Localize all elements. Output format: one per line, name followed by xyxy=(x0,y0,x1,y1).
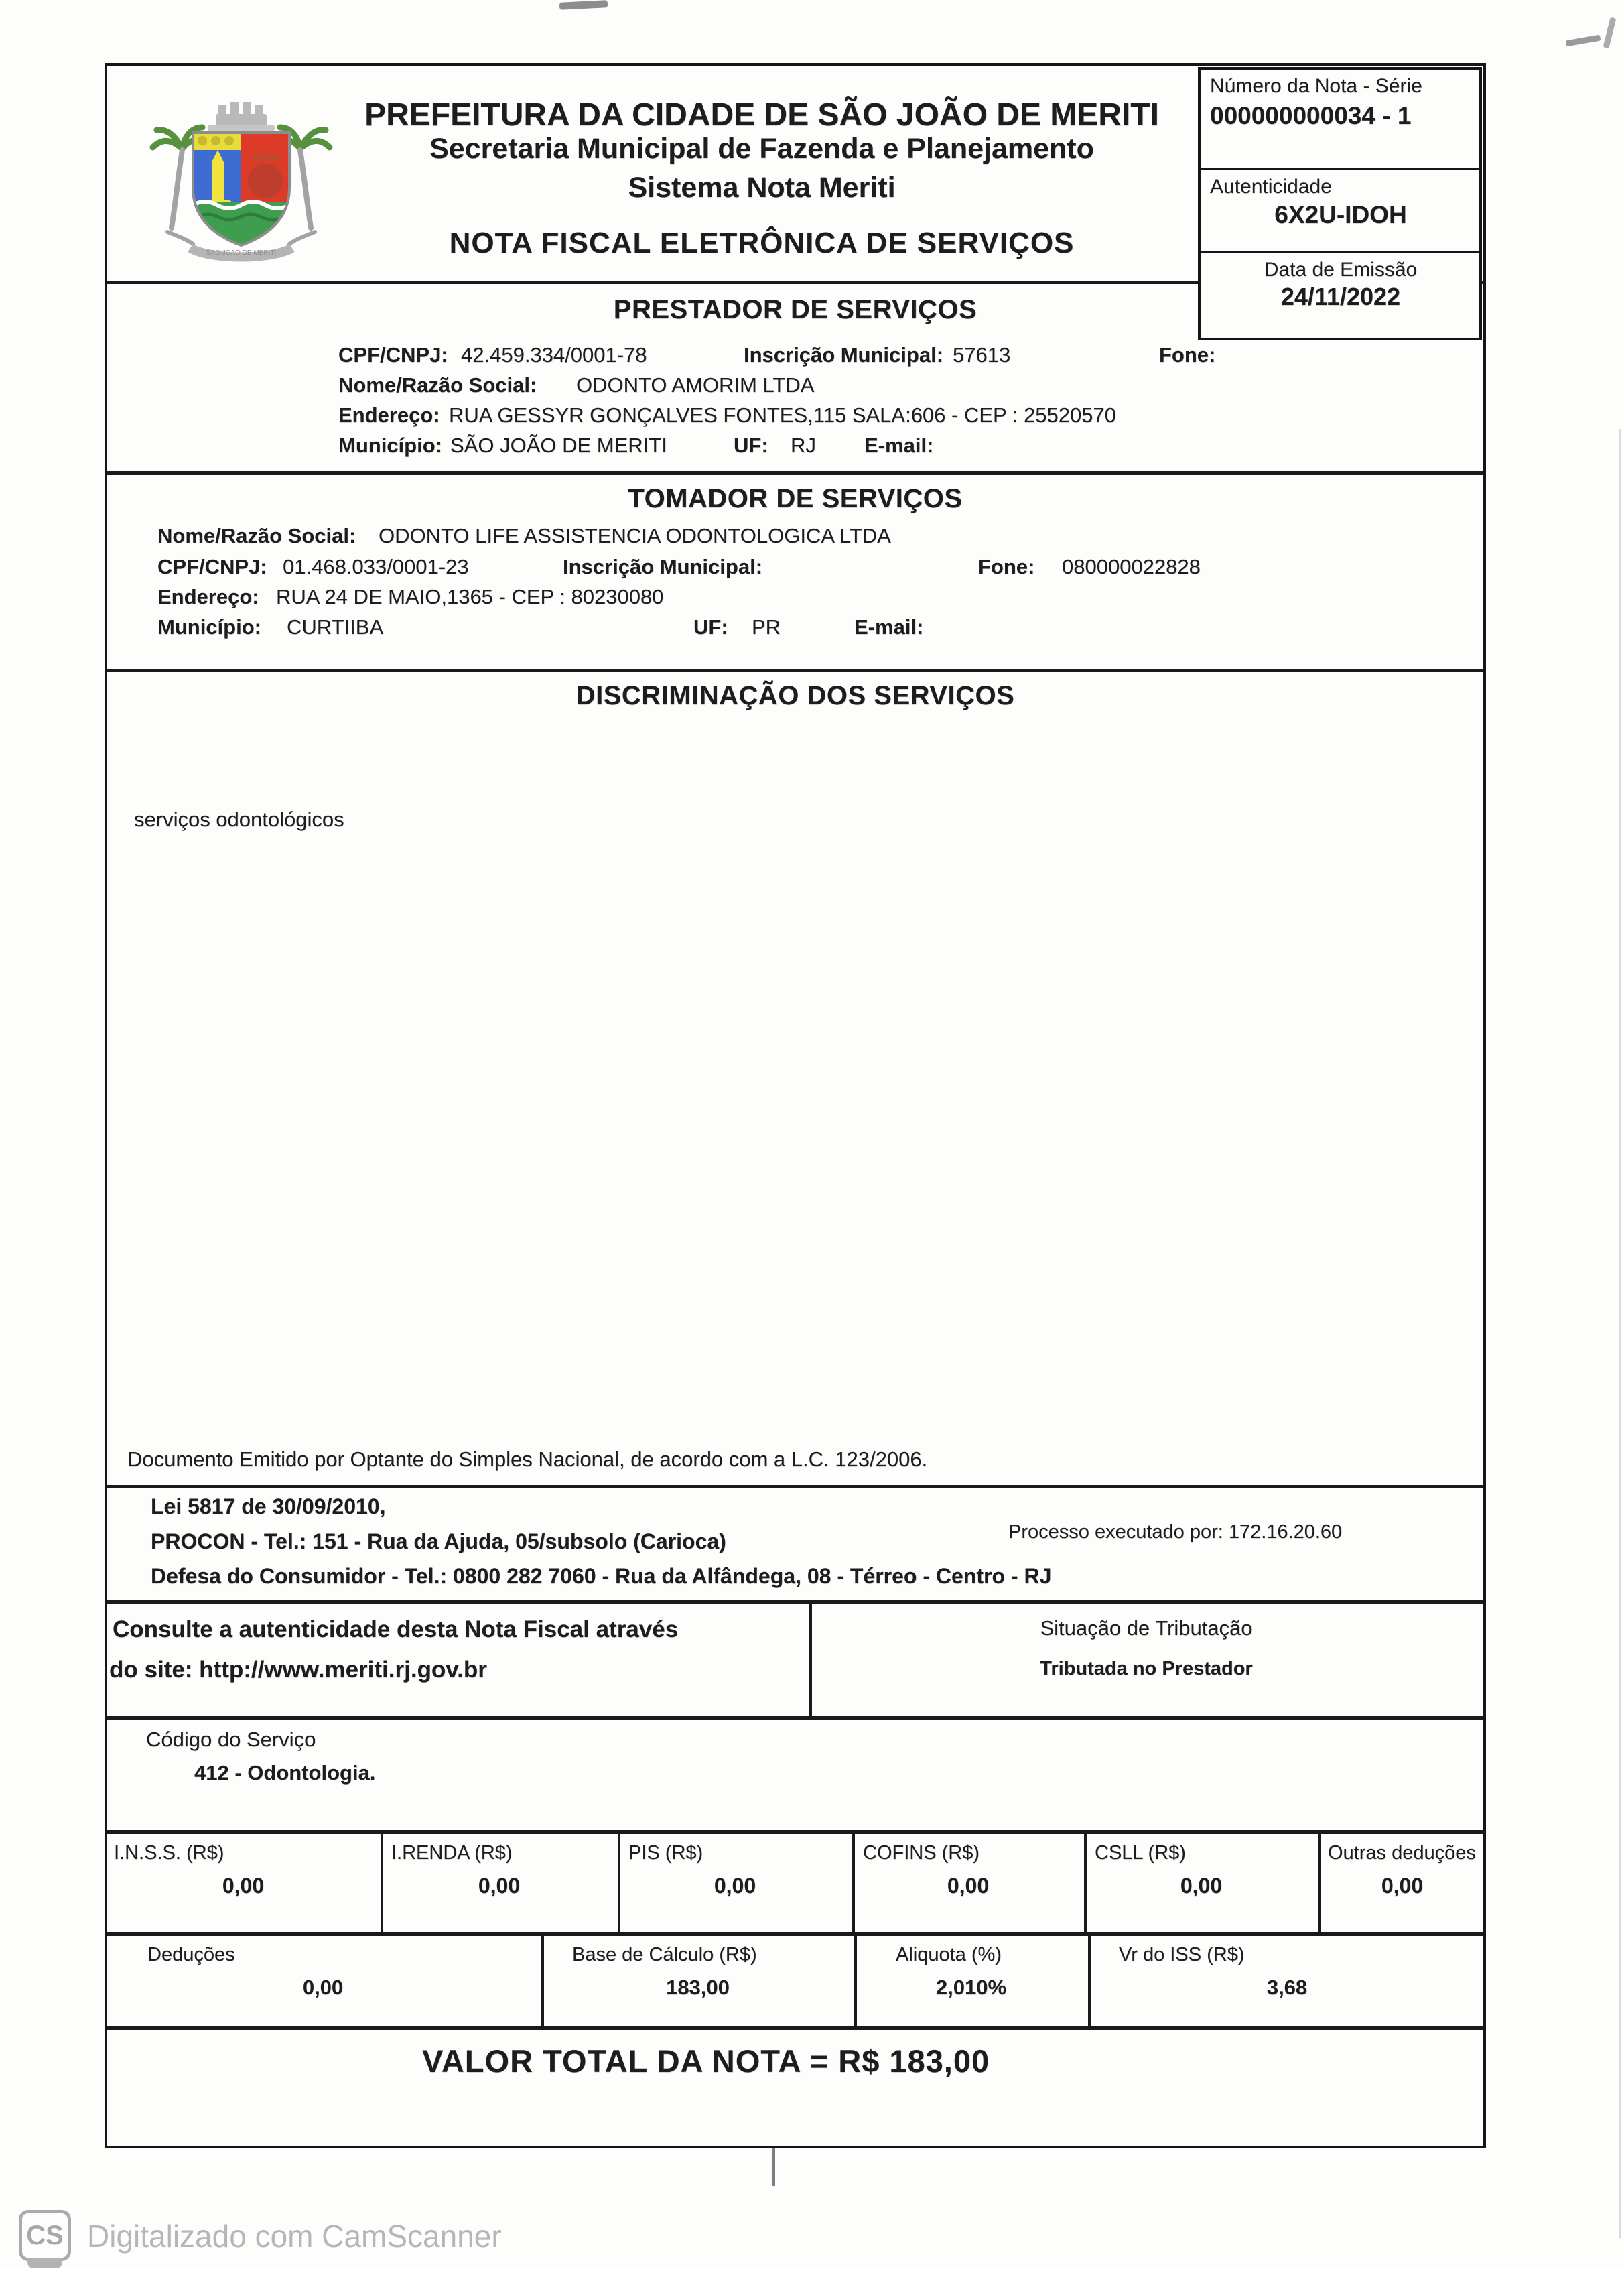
camscanner-logo-base xyxy=(27,2258,62,2268)
numero-cell xyxy=(1201,70,1479,170)
pis-value: 0,00 xyxy=(714,1874,756,1898)
discriminacao-title: DISCRIMINAÇÃO DOS SERVIÇOS xyxy=(576,681,1015,710)
servico-descricao: serviços odontológicos xyxy=(134,807,344,831)
codigo-servico-valor: 412 - Odontologia. xyxy=(194,1761,376,1785)
optante-simples-text: Documento Emitido por Optante do Simples Nacional, de acordo com a L.C. 123/2006. xyxy=(127,1447,928,1471)
deducoes-label: Deduções xyxy=(147,1944,235,1965)
tomador-divider xyxy=(107,669,1483,672)
prestador-endereco-row xyxy=(107,403,1483,434)
tomador-municipio-row xyxy=(107,615,1483,646)
outras-deducoes-cell xyxy=(1321,1834,1483,1898)
autenticidade-value: 6X2U-IDOH xyxy=(1274,201,1407,229)
tomador-fone-label: Fone: xyxy=(978,555,1035,578)
tomador-uf-value: PR xyxy=(752,615,781,639)
aliquota-label: Aliquota (%) xyxy=(896,1944,1002,1965)
autenticidade-line2: do site: http://www.meriti.rj.gov.br xyxy=(109,1657,487,1683)
tributacao-titulo: Situação de Tributação xyxy=(1040,1616,1253,1640)
crown-icon xyxy=(208,102,275,131)
sistema-subtitle: Sistema Nota Meriti xyxy=(628,172,896,204)
cofins-value: 0,00 xyxy=(947,1874,990,1898)
autenticidade-line1: Consulte a autenticidade desta Nota Fiscal através xyxy=(113,1616,679,1642)
irenda-value: 0,00 xyxy=(478,1874,521,1898)
camscanner-caption: Digitalizado com CamScanner xyxy=(87,2219,502,2254)
irenda-cell xyxy=(383,1834,615,1898)
city-coat-of-arms xyxy=(141,68,342,269)
base-calculo-value: 183,00 xyxy=(666,1975,730,1999)
prefeitura-title: PREFEITURA DA CIDADE DE SÃO JOÃO DE MERITI xyxy=(364,97,1159,133)
camscanner-logo-icon xyxy=(19,2210,71,2261)
outras-deducoes-label: Outras deduções xyxy=(1328,1842,1476,1864)
cofins-cell xyxy=(855,1834,1081,1898)
prestador-nome-row xyxy=(107,373,1483,404)
vr-iss-label: Vr do ISS (R$) xyxy=(1119,1944,1245,1965)
prestador-endereco-label: Endereço: xyxy=(338,403,440,427)
scan-artifact-topright2 xyxy=(1603,17,1617,49)
prestador-cpf-label: CPF/CNPJ: xyxy=(338,343,448,367)
irenda-label: I.RENDA (R$) xyxy=(391,1842,513,1864)
csll-value: 0,00 xyxy=(1180,1874,1223,1898)
secretaria-subtitle: Secretaria Municipal de Fazenda e Planejamento xyxy=(429,133,1094,165)
tributacao-valor: Tributada no Prestador xyxy=(1040,1658,1253,1679)
numero-value: 000000000034 - 1 xyxy=(1210,102,1412,129)
scan-paper-edge xyxy=(1619,429,1621,2238)
tomador-cpf-label: CPF/CNPJ: xyxy=(157,555,267,578)
autenticidade-label: Autenticidade xyxy=(1210,176,1332,198)
aliquota-cell xyxy=(857,1936,1085,2000)
tomador-endereco-label: Endereço: xyxy=(157,585,259,608)
inss-value: 0,00 xyxy=(222,1874,265,1898)
prestador-municipio-label: Município: xyxy=(338,434,442,457)
deducoes-value: 0,00 xyxy=(302,1975,344,1999)
autenticidade-cell xyxy=(1201,170,1479,253)
vr-iss-value: 3,68 xyxy=(1266,1975,1308,1999)
base-calculo-cell xyxy=(544,1936,852,2000)
optante-divider xyxy=(107,1485,1483,1488)
tomador-cpf-row xyxy=(107,555,1483,586)
outras-deducoes-value: 0,00 xyxy=(1381,1874,1424,1898)
defesa-consumidor-text: Defesa do Consumidor - Tel.: 0800 282 7060 - Rua da Alfândega, 08 - Térreo - Centro - RJ xyxy=(151,1564,1052,1588)
tomador-nome-row xyxy=(107,524,1483,555)
prestador-cpf-row xyxy=(107,343,1483,374)
inss-cell xyxy=(107,1834,379,1898)
pis-label: PIS (R$) xyxy=(628,1842,703,1864)
prestador-im-value: 57613 xyxy=(953,343,1011,367)
prestador-uf-value: RJ xyxy=(791,434,816,457)
prestador-divider xyxy=(107,471,1483,475)
procon-text: PROCON - Tel.: 151 - Rua da Ajuda, 05/subsolo (Carioca) xyxy=(151,1529,726,1553)
prestador-im-label: Inscrição Municipal: xyxy=(744,343,944,367)
prestador-uf-label: UF: xyxy=(734,434,768,457)
tomador-nome-label: Nome/Razão Social: xyxy=(157,524,356,547)
tomador-title: TOMADOR DE SERVIÇOS xyxy=(628,484,963,513)
prestador-municipio-row xyxy=(107,434,1483,464)
tomador-fone-value: 080000022828 xyxy=(1062,555,1201,578)
tomador-nome-value: ODONTO LIFE ASSISTENCIA ODONTOLOGICA LTDA xyxy=(379,524,891,547)
valor-total: VALOR TOTAL DA NOTA = R$ 183,00 xyxy=(422,2043,990,2079)
scan-artifact-top xyxy=(559,0,608,10)
prestador-nome-label: Nome/Razão Social: xyxy=(338,373,537,397)
prestador-municipio-value: SÃO JOÃO DE MERITI xyxy=(450,434,667,457)
processo-text: Processo executado por: 172.16.20.60 xyxy=(1008,1521,1343,1543)
cofins-label: COFINS (R$) xyxy=(863,1842,979,1864)
tomador-municipio-value: CURTIIBA xyxy=(287,615,384,639)
ribbon-text: SÃO JOÃO DE MERITI xyxy=(206,249,277,257)
tomador-cpf-value: 01.468.033/0001-23 xyxy=(283,555,469,578)
base-calculo-label: Base de Cálculo (R$) xyxy=(572,1944,757,1965)
shield xyxy=(193,133,289,247)
inss-label: I.N.S.S. (R$) xyxy=(114,1842,224,1864)
prestador-nome-value: ODONTO AMORIM LTDA xyxy=(576,373,815,397)
aliquota-value: 2,010% xyxy=(935,1975,1007,1999)
tomador-endereco-value: RUA 24 DE MAIO,1365 - CEP : 80230080 xyxy=(276,585,664,608)
emissao-value: 24/11/2022 xyxy=(1280,283,1401,310)
prestador-endereco-value: RUA GESSYR GONÇALVES FONTES,115 SALA:606 - CEP : 25520570 xyxy=(449,403,1116,427)
vr-iss-cell xyxy=(1091,1936,1483,2000)
calculo-divider xyxy=(107,2026,1483,2030)
scan-artifact-bottom-tick xyxy=(772,2148,775,2186)
csll-cell xyxy=(1087,1834,1316,1898)
prestador-title: PRESTADOR DE SERVIÇOS xyxy=(613,295,977,324)
codigo-servico-label: Código do Serviço xyxy=(146,1728,316,1751)
legal-divider xyxy=(107,1600,1483,1604)
tomador-municipio-label: Município: xyxy=(157,615,261,639)
prestador-email-label: E-mail: xyxy=(864,434,934,457)
autenticidade-divider xyxy=(107,1716,1483,1720)
coat-of-arms-graphic xyxy=(141,68,342,269)
tomador-email-label: E-mail: xyxy=(854,615,924,639)
camscanner-logo-text: CS xyxy=(26,2221,64,2250)
scan-artifact-topright1 xyxy=(1566,35,1601,47)
tomador-uf-label: UF: xyxy=(693,615,728,639)
nfe-title: NOTA FISCAL ELETRÔNICA DE SERVIÇOS xyxy=(449,226,1075,259)
prestador-fone-label: Fone: xyxy=(1159,343,1216,367)
tomador-im-label: Inscrição Municipal: xyxy=(563,555,763,578)
tomador-endereco-row xyxy=(107,585,1483,616)
numero-label: Número da Nota - Série xyxy=(1210,75,1422,97)
deducoes-cell xyxy=(107,1936,539,2000)
pis-cell xyxy=(620,1834,850,1898)
lei-text: Lei 5817 de 30/09/2010, xyxy=(151,1494,386,1518)
csll-label: CSLL (R$) xyxy=(1095,1842,1186,1864)
prestador-cpf-value: 42.459.334/0001-78 xyxy=(461,343,647,367)
emissao-label: Data de Emissão xyxy=(1264,259,1418,281)
